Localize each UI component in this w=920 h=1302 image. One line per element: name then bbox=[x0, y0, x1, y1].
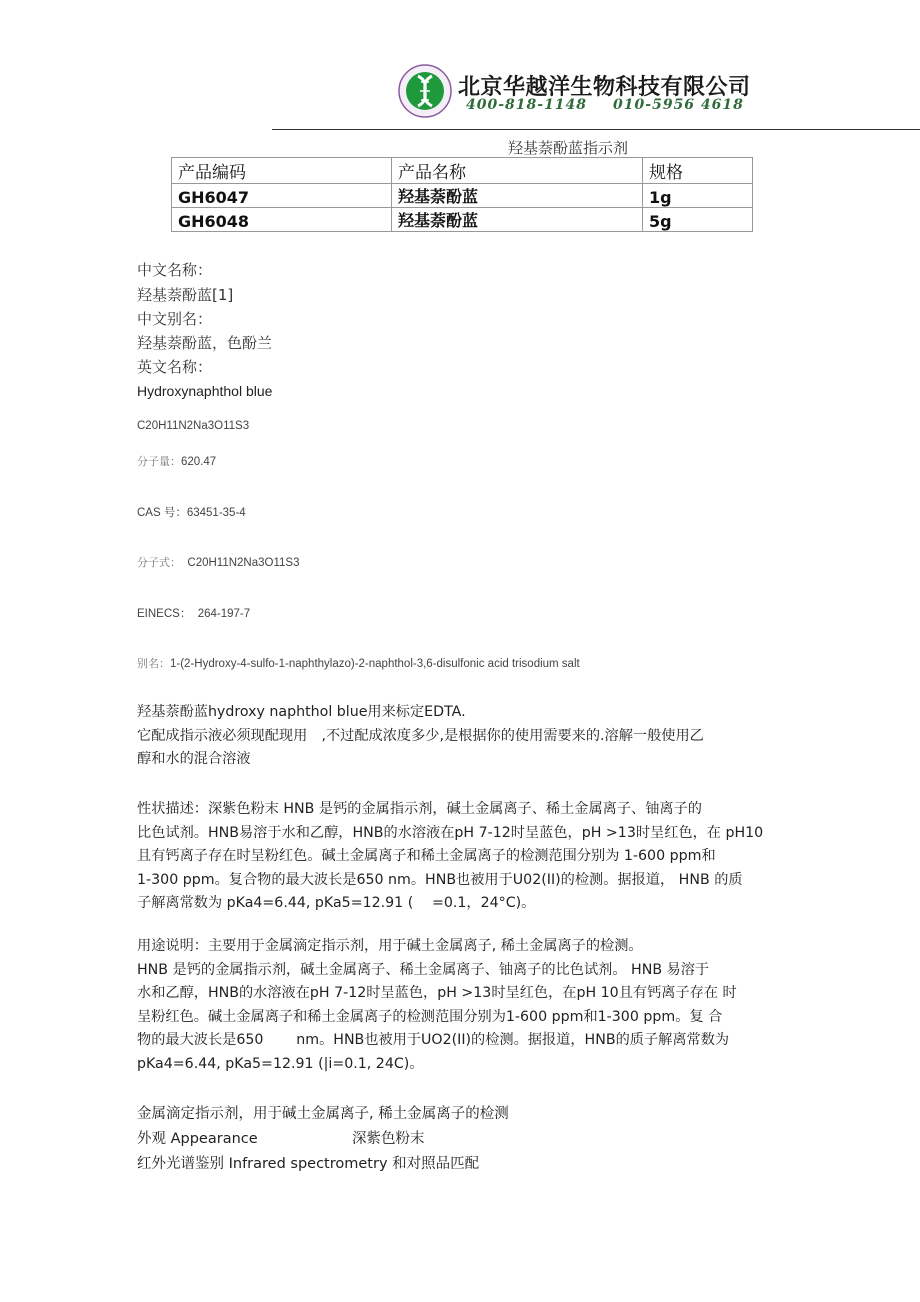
table-row bbox=[172, 208, 753, 232]
einecs-value: 264-197-7 bbox=[197, 608, 251, 620]
cell-code: GH6047 bbox=[172, 184, 392, 208]
text-line: 醇和水的混合溶液 bbox=[137, 751, 251, 767]
phone-2: 010-5956 4618 bbox=[613, 97, 744, 113]
header-divider bbox=[272, 129, 920, 130]
alias-label: 别名： bbox=[137, 657, 170, 670]
appearance-row bbox=[137, 1127, 425, 1148]
usage-intro-paragraph bbox=[137, 701, 787, 772]
description-paragraph bbox=[137, 798, 787, 916]
column-header-code: 产品编码 bbox=[172, 158, 392, 184]
text-line: 水和乙醇，HNB的水溶液在pH 7-12时呈蓝色，pH >13时呈红色，在pH 10且有钙离子存在 时 bbox=[137, 985, 737, 1001]
molecular-formula bbox=[137, 554, 299, 570]
formula-line: C20H11N2Na3O11S3 bbox=[137, 420, 250, 432]
alias-value: 1-(2-Hydroxy-4-sulfo-1-naphthylazo)-2-naphthol-3,6-disulfonic acid trisodium salt bbox=[170, 658, 580, 670]
table-header-row bbox=[172, 158, 753, 184]
text-line: 用途说明：主要用于金属滴定指示剂，用于碱土金属离子, 稀土金属离子的检测。 bbox=[137, 938, 643, 954]
text-line: pKa4=6.44, pKa5=12.91 (|i=0.1, 24C)。 bbox=[137, 1055, 424, 1072]
ir-row bbox=[137, 1152, 479, 1173]
column-header-spec: 规格 bbox=[643, 158, 753, 184]
appearance-label: 外观 Appearance bbox=[137, 1131, 258, 1147]
text-line: 物的最大波长是650 nm。HNB也被用于UO2(II)的检测。据报道，HNB的质子解离常数为 bbox=[137, 1032, 730, 1048]
usage-paragraph bbox=[137, 935, 787, 1076]
text-line: 1-300 ppm。复合物的最大波长是650 nm。HNB也被用于U02(II)的检测。据报道， HNB 的质 bbox=[137, 871, 743, 888]
cell-spec: 5g bbox=[643, 208, 753, 232]
cell-code: GH6048 bbox=[172, 208, 392, 232]
appearance-value: 深紫色粉末 bbox=[352, 1131, 425, 1147]
en-name-value: Hydroxynaphthol blue bbox=[137, 383, 273, 399]
alias bbox=[137, 655, 580, 671]
cn-alias-value: 羟基萘酚蓝，色酚兰 bbox=[137, 334, 273, 352]
cas-number bbox=[137, 504, 246, 520]
text-line: 子解离常数为 pKa4=6.44, pKa5=12.91 ( =0.1，24°C)。 bbox=[137, 895, 536, 911]
cas-label: CAS 号： bbox=[137, 507, 187, 519]
text-line: 比色试剂。HNB易溶于水和乙醇，HNB的水溶液在pH 7-12时呈蓝色，pH >13时呈红色，在 pH10 bbox=[137, 824, 764, 841]
column-header-name: 产品名称 bbox=[392, 158, 643, 184]
dna-helix-logo-icon bbox=[398, 64, 452, 118]
text-line: HNB 是钙的金属指示剂，碱土金属离子、稀土金属离子、铀离子的比色试剂。 HNB 易溶于 bbox=[137, 961, 710, 978]
spec-summary: 金属滴定指示剂，用于碱土金属离子, 稀土金属离子的检测 bbox=[137, 1106, 509, 1122]
mw-value: 620.47 bbox=[181, 456, 217, 468]
einecs-label: EINECS： bbox=[137, 608, 192, 620]
document-title: 羟基萘酚蓝指示剂 bbox=[508, 139, 629, 157]
phone-1: 400-818-1148 bbox=[466, 97, 588, 113]
text-line: 性状描述：深紫色粉末 HNB 是钙的金属指示剂，碱土金属离子、稀土金属离子、铀离子的 bbox=[137, 801, 702, 817]
ir-value: 和对照品匹配 bbox=[392, 1156, 480, 1172]
formula-value: C20H11N2Na3O11S3 bbox=[187, 557, 300, 569]
company-phones bbox=[466, 97, 744, 113]
cn-name-value: 羟基萘酚蓝[1] bbox=[137, 286, 234, 304]
text-line: 且有钙离子存在时呈粉红色。碱土金属离子和稀土金属离子的检测范围分别为 1-600 ppm和 bbox=[137, 848, 716, 864]
cell-name: 羟基萘酚蓝 bbox=[392, 208, 643, 232]
text-line: 它配成指示液必须现配现用 ,不过配成浓度多少,是根据你的使用需要来的.溶解一般使用乙 bbox=[137, 727, 704, 744]
ir-label: 红外光谱鉴别 Infrared spectrometry bbox=[137, 1156, 388, 1172]
cell-name: 羟基萘酚蓝 bbox=[392, 184, 643, 208]
text-line: 羟基萘酚蓝hydroxy naphthol blue用来标定EDTA. bbox=[137, 704, 466, 720]
cn-name-label: 中文名称： bbox=[137, 261, 213, 279]
product-table bbox=[171, 157, 753, 232]
einecs bbox=[137, 605, 250, 621]
text-line: 呈粉红色。碱土金属离子和稀土金属离子的检测范围分别为1-600 ppm和1-300 ppm。复 合 bbox=[137, 1008, 723, 1025]
table-row bbox=[172, 184, 753, 208]
company-name: 北京华越洋生物科技有限公司 bbox=[458, 75, 751, 100]
cell-spec: 1g bbox=[643, 184, 753, 208]
formula-label: 分子式： bbox=[137, 556, 181, 569]
cn-alias-label: 中文别名： bbox=[137, 310, 213, 328]
cas-value: 63451-35-4 bbox=[186, 507, 246, 519]
mw-label: 分子量： bbox=[137, 455, 181, 468]
molecular-weight bbox=[137, 453, 216, 469]
en-name-label: 英文名称： bbox=[137, 358, 213, 376]
